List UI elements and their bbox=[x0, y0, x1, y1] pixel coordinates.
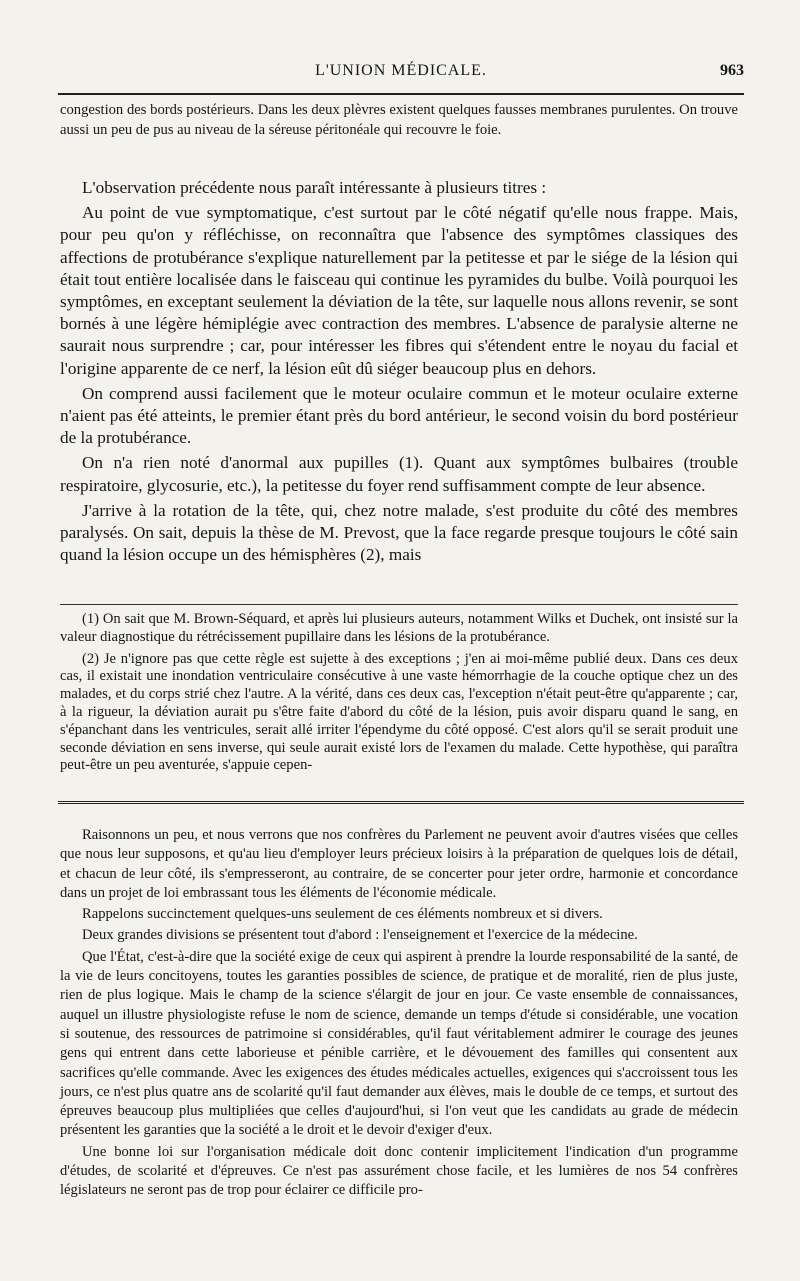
page-number: 963 bbox=[720, 62, 744, 79]
feuilleton-separator bbox=[58, 801, 744, 804]
body-paragraph: On n'a rien noté d'anormal aux pupilles (1). Quant aux symptômes bulbaires (trouble respiratoire, glycosurie, etc.), la petitesse du foyer rend suffisamment compte de leur absence. bbox=[60, 453, 738, 495]
footnotes bbox=[60, 611, 738, 779]
body-paragraph: L'observation précédente nous paraît intéressante à plusieurs titres : bbox=[82, 178, 547, 197]
header-rule bbox=[58, 93, 744, 95]
feuilleton-paragraph: Rappelons succinctement quelques-uns seulement de ces éléments nombreux et si divers. bbox=[82, 906, 603, 923]
page-header bbox=[58, 62, 744, 86]
footnote-rule bbox=[60, 604, 738, 605]
article-body bbox=[60, 177, 738, 569]
feuilleton-paragraph: Que l'État, c'est-à-dire que la société exige de ceux qui aspirent à prendre la lourde responsabilité de la santé, de la vie de leurs concitoyens, toutes les garanties possibles de science, de pratique et de moralité, rien de plus juste, rien de plus logique. Mais le champ de la science s'élargit de jour en jour. Ce vaste ensemble de connaissances, auquel un illustre physiologiste refuse le nom de science, demande un temps d'étude si considérable, une vocation si soutenue, des ressources de patrimoine si considérables, qu'il faut véritablement admirer le courage des jeunes gens qui entrent dans cette laborieuse et pénible carrière, et le dévouement des familles qui consentent aux sacrifices qu'elle commande. Avec les exigences des études médicales actuelles, exigences qui s'accroissent tous les jours, ce n'est plus quatre ans de scolarité qu'il faut demander aux élèves, mais le double de ce temps, et surtout des épreuves beaucoup plus multipliées que celles d'aujourd'hui, si l'on veut que les candidats au grade de médecin présentent les garanties que la société a le droit et le devoir d'exiger d'eux. bbox=[60, 948, 738, 1139]
running-title: L'UNION MÉDICALE. bbox=[315, 62, 487, 79]
feuilleton-paragraph: Une bonne loi sur l'organisation médicale doit donc contenir implicitement l'indication d'un programme d'études, de scolarité et d'épreuves. Ce n'est pas assurément chose facile, et les lumières de nos 54 confrères législateurs ne seront pas de trop pour éclairer ce difficile pro- bbox=[60, 1143, 738, 1199]
body-paragraph: On comprend aussi facilement que le moteur oculaire commun et le moteur oculaire externe n'aient pas été atteints, le premier étant près du bord antérieur, le second voisin du bord postérieur de la protubérance. bbox=[60, 383, 738, 448]
footnote: (2) Je n'ignore pas que cette règle est sujette à des exceptions ; j'en ai moi-même publié deux. Dans ces deux cas, il existait une inondation ventriculaire consécutive à une vaste hémorrhagie de la couche optique chez un des malades, et du corps strié chez l'autre. A la vérité, dans ces deux cas, l'exception n'était peut-être qu'apparente ; car, à la rigueur, la déviation aurait pu s'être faite d'abord du côté de la lésion, puis avoir disparu quand le sang, en s'épanchant dans les ventricules, serait allé irriter l'épendyme du côté opposé. C'est alors qu'il se serait produit une seconde déviation en sens inverse, qui seule aurait existé lors de l'examen du malade. Cette hypothèse, qui paraîtra peut-être un peu aventurée, s'appuie cepen- bbox=[60, 650, 738, 774]
feuilleton bbox=[60, 826, 738, 1203]
continued-paragraph bbox=[60, 101, 738, 140]
body-paragraph: Au point de vue symptomatique, c'est surtout par le côté négatif qu'elle nous frappe. Mais, pour peu qu'on y réfléchisse, on reconnaîtra que l'absence des symptômes classiques des affections de protubérance s'explique naturellement par la petitesse et par le siége de la lésion qui était tout entière localisée dans le faisceau qui continue les pyramides du bulbe. Voilà pourquoi les symptômes, en exceptant seulement la déviation de la tête, sur laquelle nous allons revenir, se sont bornés à une légère hémiplégie avec contraction des membres. L'absence de paralysie alterne ne saurait nous surprendre ; car, pour intéresser les fibres qui s'étendent entre le noyau du facial et l'origine apparente de ce nerf, la lésion eût dû siéger beaucoup plus en dehors. bbox=[60, 203, 738, 378]
feuilleton-paragraph: Raisonnons un peu, et nous verrons que nos confrères du Parlement ne peuvent avoir d'autres visées que celles que nous leur supposons, et qu'au lieu d'employer leurs précieux loisirs à la préparation de quelques lois de détail, et chacun de leur côté, ils s'empresseront, au contraire, de se concerter pour jeter ordre, harmonie et concordance dans un projet de loi embrassant tous les éléments de l'économie médicale. bbox=[60, 827, 738, 901]
body-paragraph: J'arrive à la rotation de la tête, qui, chez notre malade, s'est produite du côté des membres paralysés. On sait, depuis la thèse de M. Prevost, que la face regarde presque toujours le côté sain quand la lésion occupe un des hémisphères (2), mais bbox=[60, 500, 738, 565]
footnote: (1) On sait que M. Brown-Séquard, et après lui plusieurs auteurs, notamment Wilks et Duchek, ont insisté sur la valeur diagnostique du rétrécissement pupillaire dans les lésions de la protubérance. bbox=[60, 611, 738, 645]
feuilleton-paragraph: Deux grandes divisions se présentent tout d'abord : l'enseignement et l'exercice de la médecine. bbox=[82, 927, 638, 944]
continued-paragraph-text: congestion des bords postérieurs. Dans les deux plèvres existent quelques fausses membranes purulentes. On trouve aussi un peu de pus au niveau de la séreuse péritonéale qui recouvre le foie. bbox=[60, 102, 738, 138]
